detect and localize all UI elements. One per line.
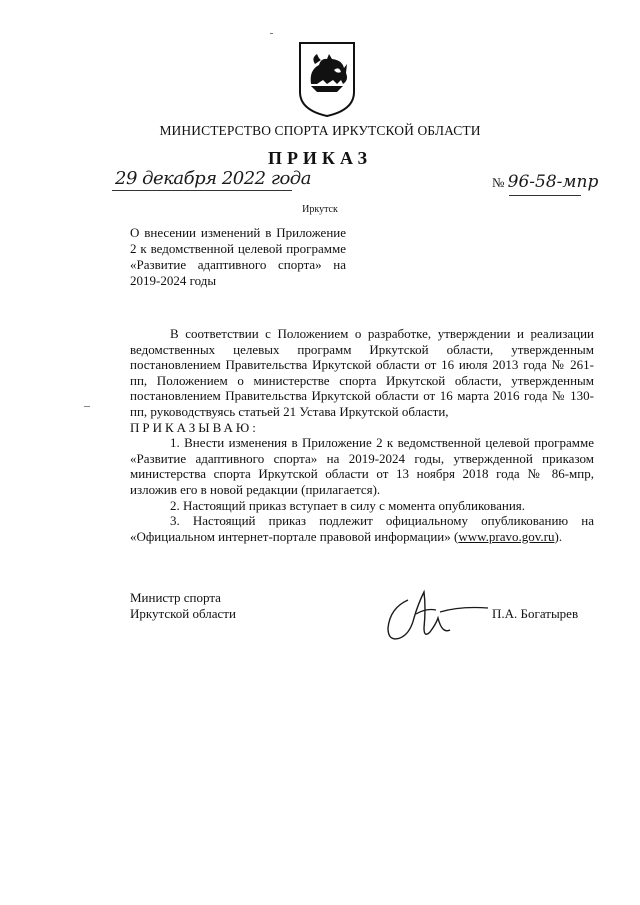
order-date: 29 декабря 2022 года xyxy=(115,168,311,189)
order-item-1: 1. Внести изменения в Приложение 2 к ведомственной целевой программе «Развитие адаптивного спорта» на 2019-2024 годы, утвержденной приказом министерства спорта Иркутской области от 13 ноября 2018 года № 86-мпр, изложив его в новой редакции (прилагается). xyxy=(130,435,594,497)
scan-mark-left xyxy=(84,406,90,407)
preamble-paragraph: В соответствии с Положением о разработке, утверждении и реализации ведомственных целевых программ Иркутской области, утвержденным постановлением Правительства Иркутской области от 16 июля 2013 года № 261-пп, Положением о министерстве спорта Иркутской области, утвержденным постановлением Правительства Иркутской области от 16 марта 2016 года № 130-пп, руководствуясь статьей 21 Устава Иркутской области, xyxy=(130,326,594,419)
city: Иркутск xyxy=(302,204,338,215)
order-subject: О внесении изменений в Приложение 2 к ведомственной целевой программе «Развитие адаптивного спорта» на 2019-2024 годы xyxy=(130,225,346,288)
date-underline xyxy=(112,190,292,191)
number-prefix: № xyxy=(492,175,505,190)
pravo-link[interactable]: www.pravo.gov.ru xyxy=(458,528,555,544)
order-item-3 xyxy=(130,513,594,544)
number-value: 96-58-мпр xyxy=(507,172,599,192)
item-3-end: ). xyxy=(554,528,563,544)
number-underline xyxy=(509,195,581,196)
handwritten-signature xyxy=(380,578,490,650)
document-type-title: ПРИКАЗ xyxy=(267,148,373,168)
order-word: ПРИКАЗЫВАЮ: xyxy=(130,419,259,435)
ministry-name: МИНИСТЕРСТВО СПОРТА ИРКУТСКОЙ ОБЛАСТИ xyxy=(159,123,481,138)
coat-of-arms-icon xyxy=(297,40,357,118)
position-line-2: Иркутской области xyxy=(130,606,236,621)
order-number xyxy=(492,172,598,192)
signer-position xyxy=(130,590,236,622)
position-line-1: Министр спорта xyxy=(130,590,221,605)
item-3-text: 3. Настоящий приказ подлежит официальному опубликованию на «Официальном интернет-портале правовой информации» ( xyxy=(130,513,594,544)
scan-mark xyxy=(270,33,273,34)
order-item-2: 2. Настоящий приказ вступает в силу с момента опубликования. xyxy=(170,497,526,513)
order-body xyxy=(130,326,594,544)
signer-name: П.А. Богатырев xyxy=(492,606,579,621)
